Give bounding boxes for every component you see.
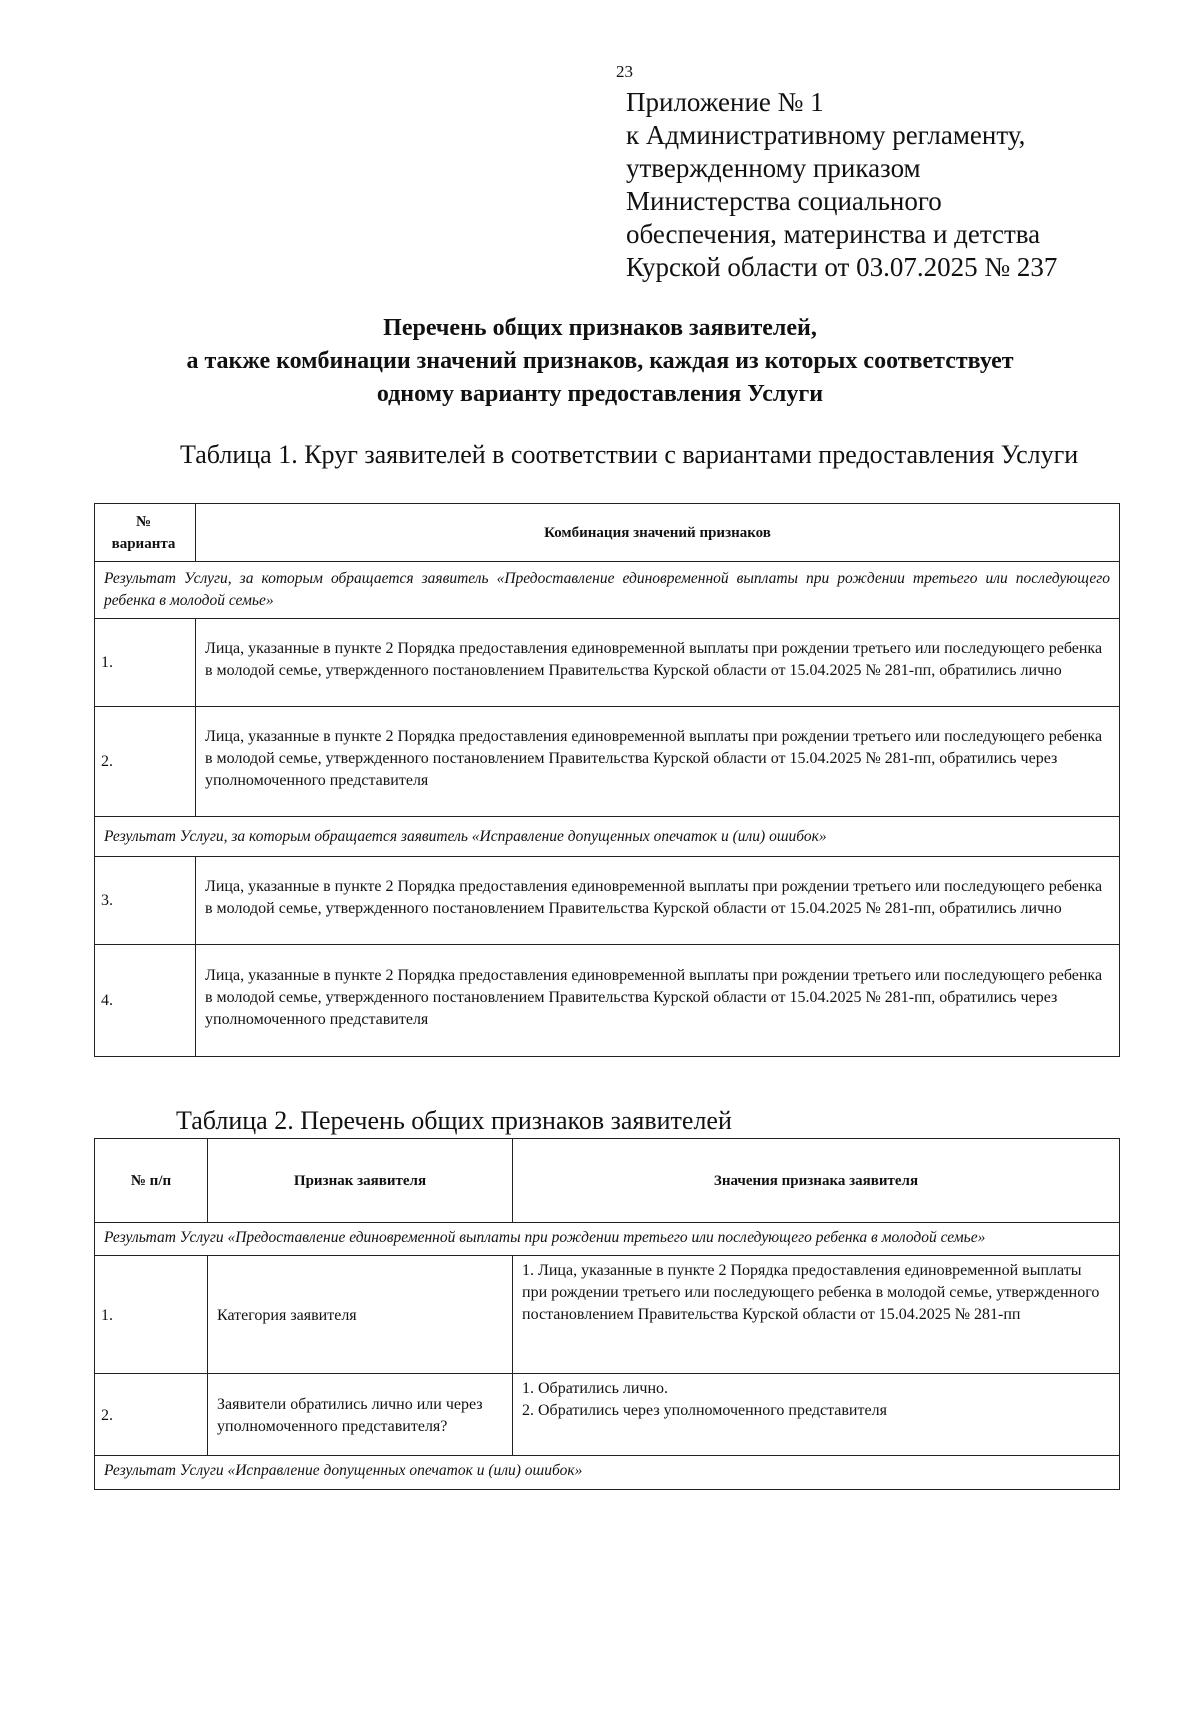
row-number: 1. xyxy=(95,1256,208,1374)
title-line: а также комбинации значений признаков, каждая из которых соответствует xyxy=(186,348,1014,374)
table-section-row xyxy=(95,1223,1120,1256)
appendix-line: к Административному регламенту, xyxy=(626,120,1026,150)
appendix-line: Курской области от 03.07.2025 № 237 xyxy=(626,252,1058,282)
attribute-name: Заявители обратились лично или через уполномоченного представителя? xyxy=(208,1374,513,1456)
table-section-row xyxy=(95,562,1120,619)
document-title xyxy=(0,312,1200,411)
variant-number: 4. xyxy=(95,945,196,1057)
table-row xyxy=(95,857,1120,945)
table-row xyxy=(95,707,1120,817)
variant-number: 1. xyxy=(95,619,196,707)
table2-applicant-attributes xyxy=(94,1138,1120,1490)
section-result-corrections: Результат Услуги «Исправление допущенных опечаток и (или) ошибок» xyxy=(95,1456,1120,1490)
appendix-line: обеспечения, материнства и детства xyxy=(626,219,1041,249)
variant-combination: Лица, указанные в пункте 2 Порядка предоставления единовременной выплаты при рождении третьего или последующего ребенка в молодой семье, утвержденного постановлением Правительства Курской области от 15.04.2025 № 281-пп, обратились лично xyxy=(196,857,1120,945)
variant-combination: Лица, указанные в пункте 2 Порядка предоставления единовременной выплаты при рождении третьего или последующего ребенка в молодой семье, утвержденного постановлением Правительства Курской области от 15.04.2025 № 281-пп, обратились лично xyxy=(196,619,1120,707)
table-row xyxy=(95,1374,1120,1456)
table-header-row xyxy=(95,1139,1120,1223)
table2-caption: Таблица 2. Перечень общих признаков заявителей xyxy=(176,1106,732,1135)
table1-applicant-variants xyxy=(94,503,1120,1057)
attribute-name: Категория заявителя xyxy=(208,1256,513,1374)
table-row xyxy=(95,1256,1120,1374)
variant-number: 3. xyxy=(95,857,196,945)
header-attribute: Признак заявителя xyxy=(208,1139,513,1223)
header-attribute-values: Значения признака заявителя xyxy=(513,1139,1120,1223)
variant-number: 2. xyxy=(95,707,196,817)
table-header-row xyxy=(95,504,1120,562)
section-result-payment: Результат Услуги «Предоставление единовременной выплаты при рождении третьего или последующего ребенка в молодой семье» xyxy=(95,1223,1120,1256)
attribute-values xyxy=(513,1256,1120,1374)
appendix-line: Приложение № 1 xyxy=(626,87,824,117)
variant-combination: Лица, указанные в пункте 2 Порядка предоставления единовременной выплаты при рождении третьего или последующего ребенка в молодой семье, утвержденного постановлением Правительства Курской области от 15.04.2025 № 281-пп, обратились через уполномоченного представителя xyxy=(196,707,1120,817)
page-number: 23 xyxy=(616,62,633,81)
title-line: Перечень общих признаков заявителей, xyxy=(383,315,817,341)
table-section-row xyxy=(95,1456,1120,1490)
appendix-line: утвержденному приказом xyxy=(626,153,921,183)
appendix-line: Министерства социального xyxy=(626,186,942,216)
section-result-payment: Результат Услуги, за которым обращается заявитель «Предоставление единовременной выплаты при рождении третьего или последующего ребенка в молодой семье» xyxy=(95,562,1120,619)
attribute-values xyxy=(513,1374,1120,1456)
variant-combination: Лица, указанные в пункте 2 Порядка предоставления единовременной выплаты при рождении третьего или последующего ребенка в молодой семье, утвержденного постановлением Правительства Курской области от 15.04.2025 № 281-пп, обратились через уполномоченного представителя xyxy=(196,945,1120,1057)
row-number: 2. xyxy=(95,1374,208,1456)
header-number: № п/п xyxy=(95,1139,208,1223)
header-variant-number: № варианта xyxy=(95,504,196,562)
attribute-value: 1. Лица, указанные в пункте 2 Порядка предоставления единовременной выплаты при рождении третьего или последующего ребенка в молодой семье, утвержденного постановлением Правительства Курской области от 15.04.2025 № 281-пп xyxy=(522,1262,1100,1323)
table1-caption: Таблица 1. Круг заявителей в соответствии с вариантами предоставления Услуги xyxy=(180,440,1079,469)
title-line: одному варианту предоставления Услуги xyxy=(376,381,824,407)
attribute-value: 2. Обратились через уполномоченного представителя xyxy=(522,1402,887,1419)
header-combination: Комбинация значений признаков xyxy=(196,504,1120,562)
table-section-row xyxy=(95,817,1120,857)
appendix-header xyxy=(626,86,1057,284)
section-result-corrections: Результат Услуги, за которым обращается заявитель «Исправление допущенных опечаток и (или) ошибок» xyxy=(95,817,1120,857)
table-row xyxy=(95,945,1120,1057)
attribute-value: 1. Обратились лично. xyxy=(522,1380,669,1397)
table-row xyxy=(95,619,1120,707)
